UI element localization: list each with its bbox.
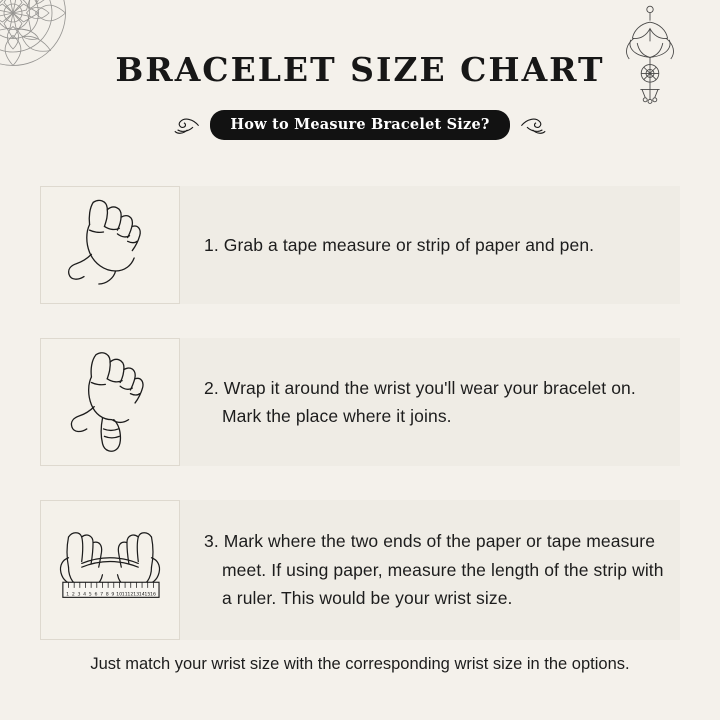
svg-text:6: 6 <box>94 592 98 598</box>
svg-text:16: 16 <box>150 592 157 598</box>
flourish-right-icon <box>520 114 548 136</box>
step-row <box>40 186 680 304</box>
step-body-3: Mark where the two ends of the paper or tape measure meet. If using paper, measure the length of the strip with a ruler. This would be your wrist size. <box>222 531 664 609</box>
subtitle-row <box>0 110 720 140</box>
step-body-2: Wrap it around the wrist you'll wear your bracelet on. Mark the place where it joins. <box>222 377 636 426</box>
subtitle-pill: How to Measure Bracelet Size? <box>210 110 509 140</box>
svg-text:2: 2 <box>71 592 75 598</box>
step-number-2: 2. <box>204 377 219 398</box>
svg-text:11: 11 <box>121 592 128 598</box>
svg-text:12: 12 <box>127 592 134 598</box>
step-number-1: 1. <box>204 234 219 255</box>
svg-text:14: 14 <box>138 592 145 598</box>
footer-note: Just match your wrist size with the corresponding wrist size in the options. <box>90 655 630 673</box>
step-text-3 <box>180 500 680 640</box>
svg-text:10: 10 <box>116 592 123 598</box>
step-image-1 <box>40 186 180 304</box>
svg-text:1: 1 <box>66 592 70 598</box>
page-title: BRACELET SIZE CHART <box>115 50 605 89</box>
svg-text:5: 5 <box>88 592 92 598</box>
svg-text:3: 3 <box>77 592 81 598</box>
step-image-3 <box>40 500 180 640</box>
step-text-2 <box>180 338 680 466</box>
hand-with-wrapped-tape-illustration <box>45 343 175 461</box>
fist-with-tape-measure-illustration <box>45 189 175 301</box>
step-body-1: Grab a tape measure or strip of paper and pen. <box>223 234 595 255</box>
hands-measuring-strip-with-ruler-illustration <box>44 508 176 632</box>
step-row <box>40 500 680 640</box>
step-number-3: 3. <box>204 531 219 552</box>
svg-text:9: 9 <box>111 592 115 598</box>
svg-text:8: 8 <box>105 592 109 598</box>
svg-text:13: 13 <box>133 592 140 598</box>
step-image-2 <box>40 338 180 466</box>
svg-text:4: 4 <box>83 592 87 598</box>
step-row <box>40 338 680 466</box>
svg-text:7: 7 <box>100 592 104 598</box>
step-text-1 <box>180 186 680 304</box>
svg-text:15: 15 <box>144 592 151 598</box>
flourish-left-icon <box>172 114 200 136</box>
